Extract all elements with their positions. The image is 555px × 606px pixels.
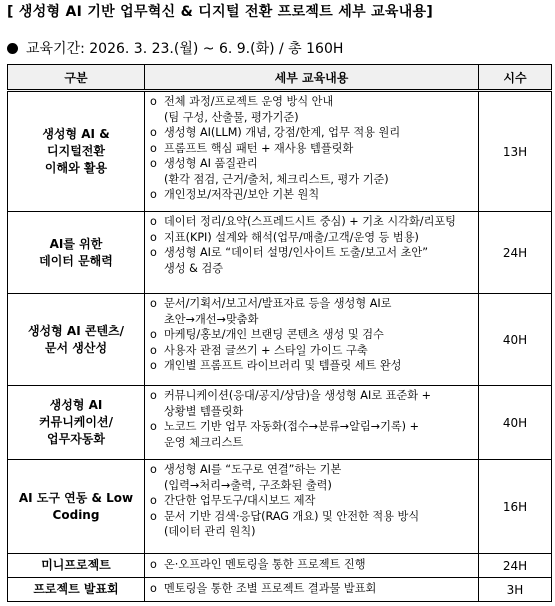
circle-bullet-icon: o <box>150 215 157 228</box>
detail-item <box>150 156 474 187</box>
row-hours: 24H <box>479 212 552 294</box>
row-category: 생성형 AI 콘텐츠/ 문서 생산성 <box>8 294 145 386</box>
circle-bullet-icon: o <box>150 297 157 310</box>
row-details <box>145 294 479 386</box>
circle-bullet-icon: o <box>150 188 157 201</box>
circle-bullet-icon: o <box>150 359 157 372</box>
header-hours: 시수 <box>479 65 552 91</box>
row-hours: 40H <box>479 386 552 460</box>
circle-bullet-icon: o <box>150 420 157 433</box>
circle-bullet-icon: o <box>150 141 157 155</box>
detail-item <box>150 462 474 493</box>
detail-item-text: 생성형 AI(LLM) 개념, 강점/한계, 업무 적용 원리 <box>164 126 401 139</box>
row-details <box>145 460 479 554</box>
circle-bullet-icon: o <box>150 95 157 108</box>
detail-item-text: 생성형 AI로 “데이터 설명/인사이트 도출/보고서 초안” 생성 & 검증 <box>164 246 429 275</box>
detail-item-text: 지표(KPI) 설계와 해석(업무/매출/고객/운영 등 범용) <box>164 230 419 244</box>
detail-item <box>150 419 474 450</box>
row-details <box>145 212 479 294</box>
table-row <box>8 554 552 578</box>
detail-item <box>150 187 474 203</box>
detail-item <box>150 509 474 540</box>
circle-bullet-icon: o <box>150 389 157 402</box>
education-period-text: 교육기간: 2026. 3. 23.(월) ~ 6. 9.(화) / 총 160H <box>26 41 344 57</box>
row-category: 생성형 AI 커뮤니케이션/ 업무자동화 <box>8 386 145 460</box>
education-period <box>7 38 343 58</box>
header-details: 세부 교육내용 <box>145 65 479 91</box>
table-row <box>8 212 552 294</box>
row-hours: 24H <box>479 554 552 578</box>
row-category: 프로젝트 발표회 <box>8 578 145 602</box>
row-details <box>145 91 479 212</box>
detail-item-text: 생성형 AI를 “도구로 연결”하는 기본 (입력→처리→출력, 구조화된 출력) <box>164 463 342 492</box>
table-row <box>8 294 552 386</box>
table-row <box>8 460 552 554</box>
detail-item <box>150 214 474 230</box>
circle-bullet-icon: o <box>150 509 157 523</box>
detail-item <box>150 358 474 374</box>
row-details <box>145 554 479 578</box>
row-details <box>145 386 479 460</box>
detail-item-text: 개인정보/저작권/보안 기본 원칙 <box>164 188 320 201</box>
detail-item <box>150 343 474 359</box>
detail-item-text: 노코드 기반 업무 자동화(접수→분류→알림→기록) + 운영 체크리스트 <box>164 420 419 449</box>
detail-item <box>150 141 474 157</box>
row-hours: 3H <box>479 578 552 602</box>
circle-bullet-icon: o <box>150 463 157 476</box>
row-category: 미니프로젝트 <box>8 554 145 578</box>
table-row <box>8 91 552 212</box>
bullet-icon <box>7 43 18 54</box>
row-category: AI 도구 연동 & Low Coding <box>8 460 145 554</box>
detail-item <box>150 245 474 276</box>
detail-item-text: 생성형 AI 품질관리 (환각 점검, 근거/출처, 체크리스트, 평가 기준) <box>164 157 389 186</box>
detail-item-text: 문서 기반 검색·응답(RAG 개요) 및 안전한 적용 방식 (데이터 관리 원칙) <box>164 509 420 538</box>
circle-bullet-icon: o <box>150 246 157 259</box>
circle-bullet-icon: o <box>150 230 157 244</box>
detail-item <box>150 557 474 573</box>
circle-bullet-icon: o <box>150 558 157 572</box>
curriculum-table <box>7 64 552 602</box>
detail-item-text: 데이터 정리/요약(스프레드시트 중심) + 기초 시각화/리포팅 <box>164 215 456 228</box>
detail-item-text: 간단한 업무도구/대시보드 제작 <box>164 494 316 507</box>
detail-item-text: 전체 과정/프로젝트 운영 방식 안내 (팀 구성, 산출물, 평가기준) <box>164 95 334 124</box>
row-category: 생성형 AI & 디지털전환 이해와 활용 <box>8 91 145 212</box>
circle-bullet-icon: o <box>150 126 157 139</box>
document-title: [ 생성형 AI 기반 업무혁신 & 디지털 전환 프로젝트 세부 교육내용] <box>7 4 434 20</box>
row-category: AI를 위한 데이터 문해력 <box>8 212 145 294</box>
table-row <box>8 386 552 460</box>
header-category: 구분 <box>8 65 145 91</box>
row-hours: 16H <box>479 460 552 554</box>
table-row <box>8 578 552 602</box>
table-header-row <box>8 65 552 91</box>
detail-item <box>150 125 474 141</box>
detail-item <box>150 388 474 419</box>
detail-item-text: 사용자 관점 글쓰기 + 스타일 가이드 구축 <box>164 343 368 357</box>
detail-item-text: 프롬프트 핵심 패턴 + 재사용 템플릿화 <box>164 141 354 155</box>
detail-item-text: 커뮤니케이션(응대/공지/상담)을 생성형 AI로 표준화 + 상황별 템플릿화 <box>164 389 431 418</box>
detail-item <box>150 327 474 343</box>
detail-item <box>150 493 474 509</box>
detail-item-text: 개인별 프롬프트 라이브러리 및 템플릿 세트 완성 <box>164 359 402 372</box>
row-hours: 13H <box>479 91 552 212</box>
row-details <box>145 578 479 602</box>
detail-item-text: 문서/기획서/보고서/발표자료 등을 생성형 AI로 초안→개선→맞춤화 <box>164 297 392 326</box>
circle-bullet-icon: o <box>150 494 157 507</box>
detail-item-text: 온·오프라인 멘토링을 통한 프로젝트 진행 <box>164 558 366 572</box>
detail-item <box>150 94 474 125</box>
detail-item <box>150 296 474 327</box>
detail-item <box>150 581 474 597</box>
circle-bullet-icon: o <box>150 343 157 357</box>
detail-item <box>150 230 474 246</box>
row-hours: 40H <box>479 294 552 386</box>
circle-bullet-icon: o <box>150 582 157 596</box>
detail-item-text: 멘토링을 통한 조별 프로젝트 결과물 발표회 <box>164 582 377 596</box>
detail-item-text: 마케팅/홍보/개인 브랜딩 콘텐츠 생성 및 검수 <box>164 328 384 341</box>
circle-bullet-icon: o <box>150 157 157 170</box>
circle-bullet-icon: o <box>150 328 157 341</box>
